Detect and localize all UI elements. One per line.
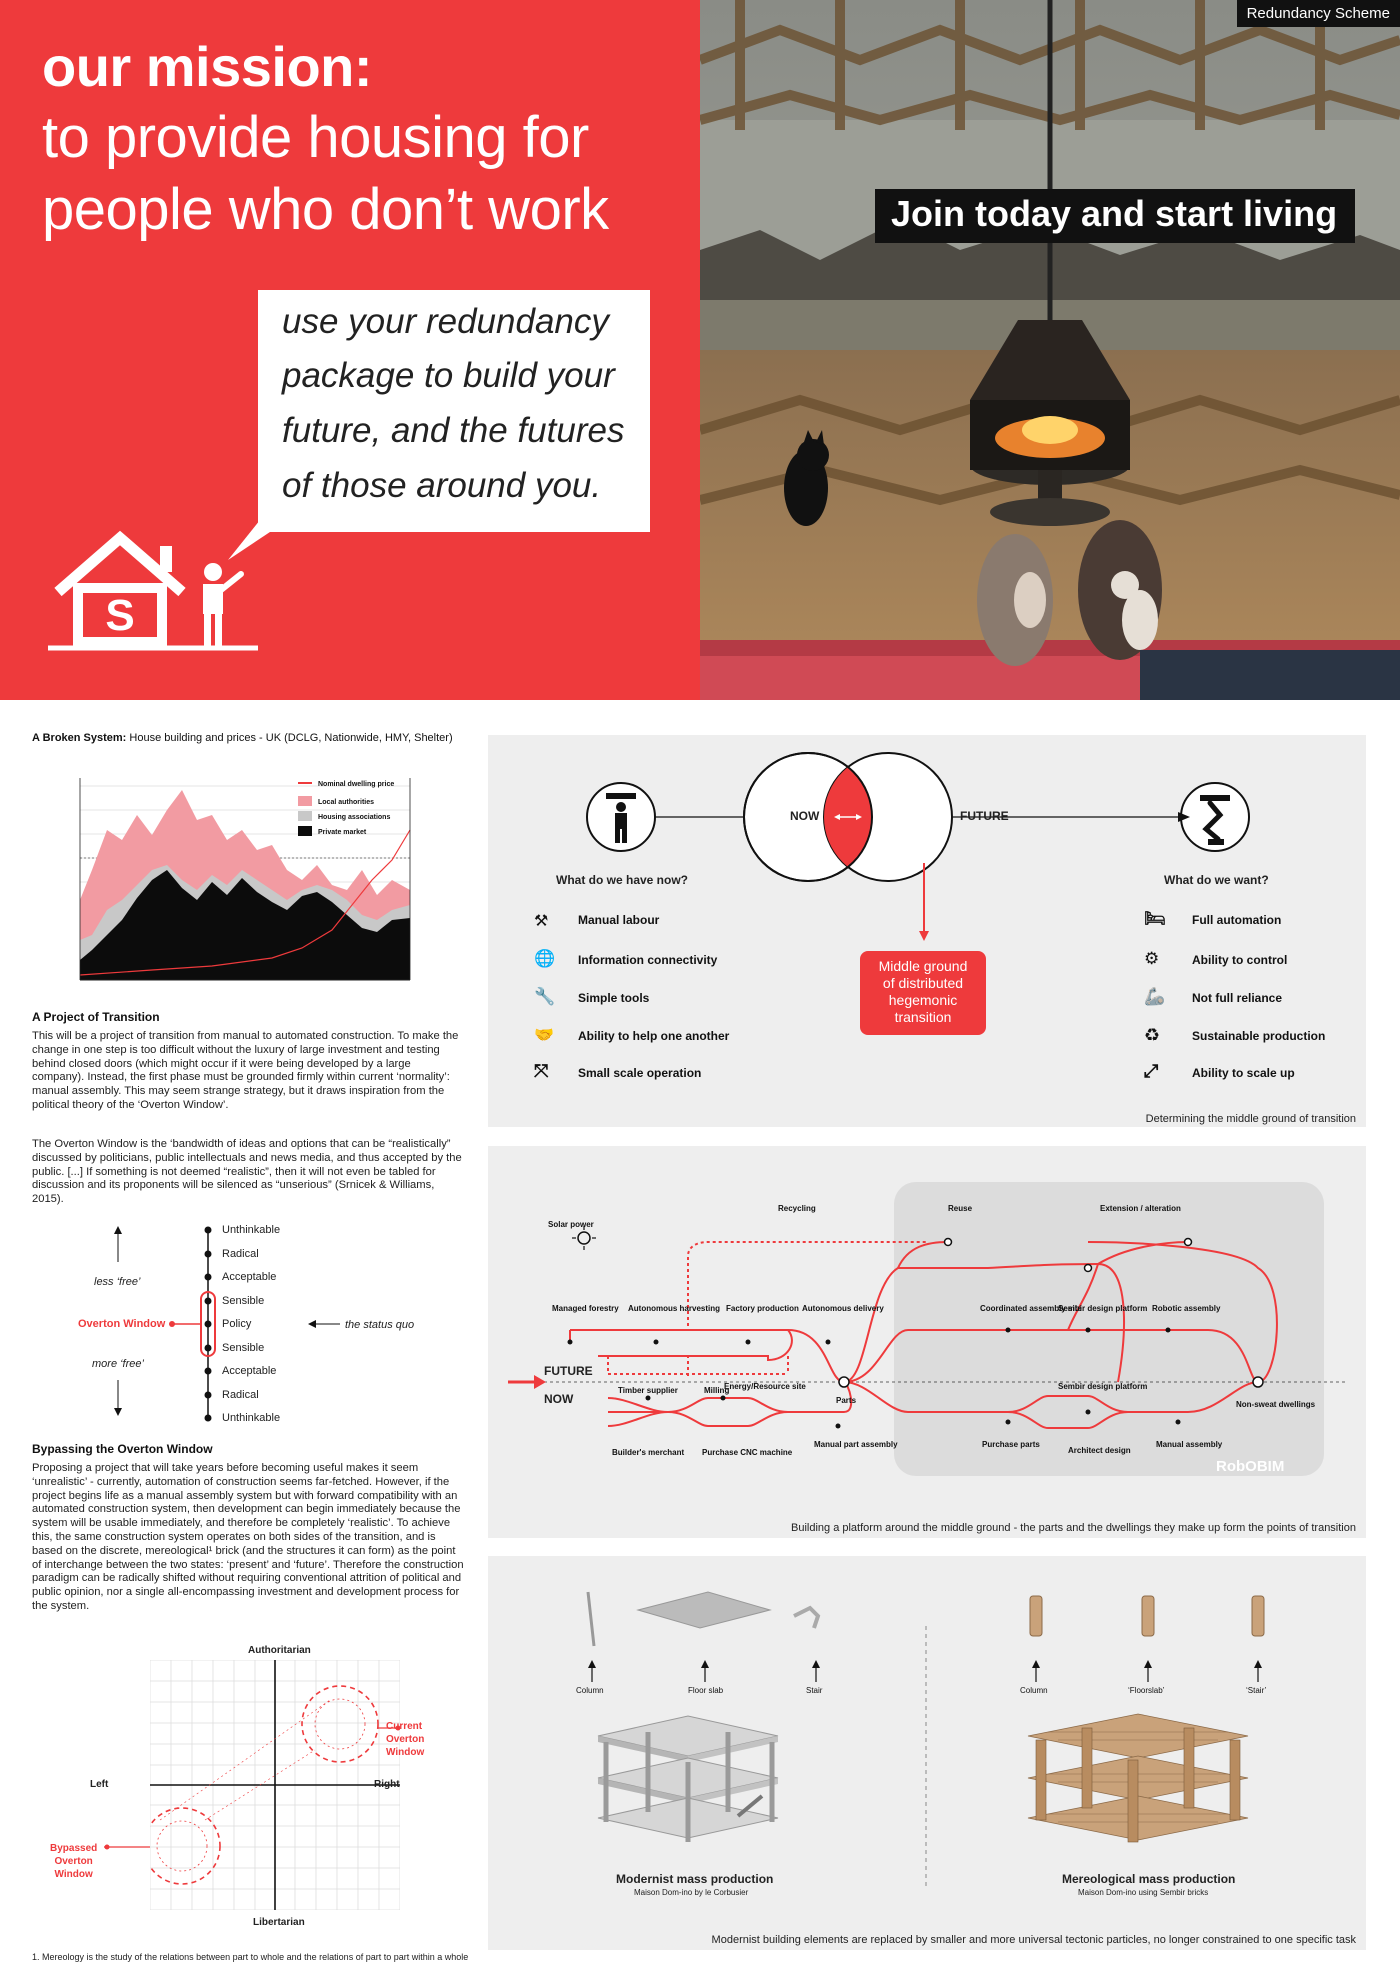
bypass-title: Bypassing the Overton Window xyxy=(32,1442,213,1456)
elements-panel xyxy=(488,1556,1366,1950)
now-item: Manual labour xyxy=(578,913,660,927)
node-label: Factory production xyxy=(726,1304,799,1313)
transition-paragraph-1: This will be a project of transition from manual to automated construction. To make the change in one step is too difficult without the luxury of large investment and testing behind closed doors (which might occur if it were being developed by a large company). Instead, the first phase must be grounded firmly within current ‘normality’: manual assembly. This may seem strange strategy, but it draws inspiration from the political theory of the ‘Overton Window’. xyxy=(32,1030,459,1111)
q-future: What do we want? xyxy=(1164,873,1269,887)
node-label: Parts xyxy=(836,1396,857,1405)
overton-window-label: Overton Window xyxy=(78,1318,166,1330)
bubble-line: future, and the futures xyxy=(282,411,625,450)
bypassed-leader xyxy=(104,1842,154,1852)
overton-level: Acceptable xyxy=(222,1365,277,1377)
compress-icon: ⤧ xyxy=(534,1061,549,1081)
bubble-line: package to build your xyxy=(282,356,615,395)
globe-icon: 🌐 xyxy=(534,949,556,968)
bypassed-window-label: Bypassed Overton Window xyxy=(50,1843,98,1880)
node-label: Extension / alteration xyxy=(1100,1204,1181,1213)
now-item: Simple tools xyxy=(578,991,650,1005)
middle-ground-box: Middle ground of distributed hegemonic transition xyxy=(860,951,986,1035)
robot-arm-icon: 🦾 xyxy=(1144,987,1166,1006)
less-free-label: less ‘free’ xyxy=(94,1276,141,1288)
future-item: Sustainable production xyxy=(1192,1029,1326,1043)
platform-panel xyxy=(488,1146,1366,1538)
bubble-line: use your redundancy xyxy=(282,302,609,341)
recycle-icon: ♻ xyxy=(1144,1025,1161,1045)
node-label: Manual part assembly xyxy=(814,1440,898,1449)
compass-grid xyxy=(150,1660,400,1910)
join-banner[interactable]: Join today and start living xyxy=(875,189,1355,243)
node-label: Purchase CNC machine xyxy=(702,1448,793,1457)
legend-local: Local authorities xyxy=(318,799,375,806)
speech-bubble xyxy=(258,290,650,532)
hero-banner xyxy=(0,0,700,700)
venn-now: NOW xyxy=(790,809,820,823)
hammer-icon: ⚒ xyxy=(534,913,549,930)
now-item: Information connectivity xyxy=(578,953,718,967)
platform-now: NOW xyxy=(544,1392,574,1406)
node-label: Non-sweat dwellings xyxy=(1236,1400,1316,1409)
future-item: Ability to scale up xyxy=(1192,1066,1295,1080)
mereo-sub: Maison Dom-ino using Sembir bricks xyxy=(1078,1888,1209,1897)
node-label: Builder's merchant xyxy=(612,1448,685,1457)
node-label: Timber supplier xyxy=(618,1386,678,1395)
compass-bottom: Libertarian xyxy=(253,1917,305,1928)
logo-letter: S xyxy=(105,591,135,640)
platform-future: FUTURE xyxy=(544,1364,593,1378)
living-scene-image xyxy=(700,0,1400,700)
more-free-label: more ‘free’ xyxy=(92,1358,144,1370)
overton-level: Radical xyxy=(222,1248,259,1260)
platform-caption: Building a platform around the middle ground - the parts and the dwellings they make up form the points of transition xyxy=(791,1522,1356,1534)
bypass-paragraph: Proposing a project that will take years before becoming useful makes it seem ‘unrealistic’ - currently, automation of construction seems far-fetched. However, if the project begins life as a manual assembly system but with forward compatibility with an automated construction system, then development can begin immediately because the system will be usable immediately, and therefore be completely ‘realistic’. To achieve this, the same construction system operates on both sides of the transition, and is based on the discrete, mereological¹ brick (and the structures it can form) as the point of interchange between the two states: ‘present’ and ‘future’. Therefore the construction paradigm can be radically shifted without requiring conventional attrition of political and public opinion, nor a single all-encompassing investment and development process for the system. xyxy=(32,1462,464,1612)
compass-right: Right xyxy=(374,1779,400,1790)
node-label: Autonomous delivery xyxy=(802,1304,884,1313)
future-item: Not full reliance xyxy=(1192,991,1283,1005)
node-label: Sembir design platform xyxy=(1058,1382,1148,1391)
venn-caption: Determining the middle ground of transition xyxy=(1145,1113,1356,1125)
mission-title: our mission: xyxy=(42,35,373,98)
now-item: Small scale operation xyxy=(578,1066,702,1080)
now-item: Ability to help one another xyxy=(578,1029,730,1043)
future-item: Full automation xyxy=(1192,913,1282,927)
status-quo-label: the status quo xyxy=(345,1319,415,1331)
mission-line-2: people who don’t work xyxy=(42,177,609,242)
compass-top: Authoritarian xyxy=(248,1645,311,1656)
transition-title: A Project of Transition xyxy=(32,1010,160,1024)
mission-line-1: to provide housing for xyxy=(42,105,589,170)
element-label: Column xyxy=(576,1686,604,1695)
element-label: Column xyxy=(1020,1686,1048,1695)
scheme-badge: Redundancy Scheme xyxy=(1237,0,1400,27)
overton-level: Unthinkable xyxy=(222,1224,281,1236)
modernist-title: Modernist mass production xyxy=(616,1872,774,1886)
footnote: 1. Mereology is the study of the relations between part to whole and the relations of part to part within a whole xyxy=(32,1952,469,1962)
venn-panel xyxy=(488,735,1366,1127)
overton-level: Policy xyxy=(222,1318,252,1330)
node-label: Autonomous harvesting xyxy=(628,1304,721,1313)
house-logo-icon xyxy=(48,530,258,655)
overton-level: Sensible xyxy=(222,1295,265,1307)
robobim-brand: RobOBIM xyxy=(1216,1458,1285,1475)
overton-level: Unthinkable xyxy=(222,1412,281,1424)
legend-private: Private market xyxy=(318,829,367,836)
handshake-icon: 🤝 xyxy=(534,1027,554,1044)
node-label: Robotic assembly xyxy=(1152,1304,1221,1313)
elements-caption: Modernist building elements are replaced by smaller and more universal tectonic particles, no longer constrained to one specific task xyxy=(711,1934,1356,1946)
robot-bed-icon: 🛏 xyxy=(1144,909,1166,928)
bubble-line: of those around you. xyxy=(282,466,602,505)
node-label: Coordinated assembly site xyxy=(980,1304,1082,1313)
wrench-icon: 🔧 xyxy=(534,987,556,1006)
venn-future: FUTURE xyxy=(960,809,1009,823)
mereo-title: Mereological mass production xyxy=(1062,1872,1236,1886)
node-label: Manual assembly xyxy=(1156,1440,1223,1449)
legend-price: Nominal dwelling price xyxy=(318,781,395,788)
broken-system-title: A Broken System: House building and prices - UK (DCLG, Nationwide, HMY, Shelter) xyxy=(32,732,453,744)
overton-level: Radical xyxy=(222,1389,259,1401)
house-building-chart xyxy=(32,770,452,990)
transition-paragraph-2: The Overton Window is the ‘bandwidth of ideas and options that can be “realistically” discussed by politicians, public intellectuals and news media, and thus accepted by the public. [...] If something is not deemed “realistic”, then it will not even be tabled for discussion and its proponents will be silenced as “unserious” (Srnicek & Williams, 2015). xyxy=(32,1138,462,1206)
node-label: Architect design xyxy=(1068,1446,1131,1455)
element-label: Stair xyxy=(806,1686,823,1695)
control-icon: ⚙ xyxy=(1144,949,1160,968)
modernist-sub: Maison Dom-ino by le Corbusier xyxy=(634,1888,749,1897)
element-label: ‘Floorslab’ xyxy=(1128,1686,1165,1695)
current-window-label: Current Overton Window xyxy=(386,1721,425,1758)
future-item: Ability to control xyxy=(1192,953,1288,967)
overton-level: Sensible xyxy=(222,1342,265,1354)
node-label: Reuse xyxy=(948,1204,973,1213)
compass-left: Left xyxy=(90,1779,109,1790)
node-label: Recycling xyxy=(778,1204,816,1213)
node-label: Purchase parts xyxy=(982,1440,1040,1449)
element-label: ‘Stair’ xyxy=(1246,1686,1267,1695)
node-label: Solar power xyxy=(548,1220,594,1229)
legend-housing: Housing associations xyxy=(318,814,391,821)
hero-photo xyxy=(700,0,1400,700)
node-label: Milling xyxy=(704,1386,730,1395)
elements-drawing xyxy=(488,1556,1366,1950)
node-label: Energy/Resource site xyxy=(724,1382,806,1391)
node-label: Sembir design platform xyxy=(1058,1304,1148,1313)
overton-level: Acceptable xyxy=(222,1271,277,1283)
node-label: Managed forestry xyxy=(552,1304,619,1313)
platform-network xyxy=(488,1146,1366,1538)
expand-icon: ⤢ xyxy=(1144,1061,1159,1081)
element-label: Floor slab xyxy=(688,1686,724,1695)
q-now: What do we have now? xyxy=(556,873,689,887)
